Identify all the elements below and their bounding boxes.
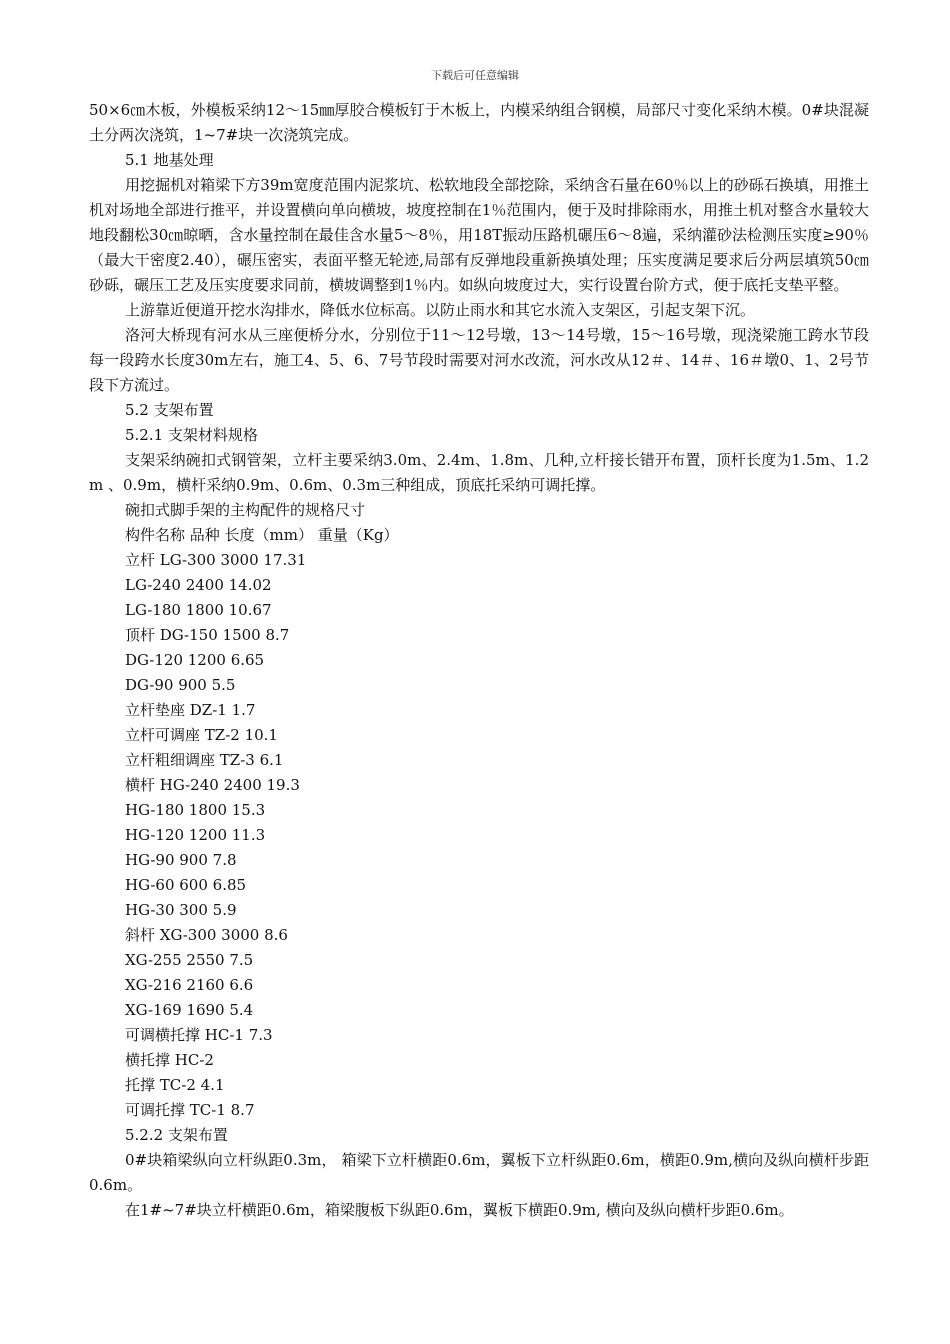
paragraph-block-0-layout: 0#块箱梁纵向立杆纵距0.3m， 箱梁下立杆横距0.6m，翼板下立杆纵距0.6m，横距0.9m,横向及纵向横杆步距0.6m。: [89, 1151, 869, 1194]
table-header: 构件名称 品种 长度（mm） 重量（Kg）: [125, 526, 399, 544]
section-heading-5-2: 5.2 支架布置: [125, 401, 214, 419]
table-row: 立杆粗细调座 TZ-3 6.1: [125, 751, 284, 769]
table-title: 碗扣式脚手架的主构配件的规格尺寸: [125, 501, 366, 519]
document-body: [89, 98, 869, 1223]
table-row: LG-180 1800 10.67: [125, 601, 272, 619]
table-row: DG-120 1200 6.65: [125, 651, 265, 669]
table-row: 横托撑 HC-2: [125, 1051, 214, 1069]
table-row: LG-240 2400 14.02: [125, 576, 272, 594]
section-heading-5-1: 5.1 地基处理: [125, 151, 214, 169]
table-row: 横杆 HG-240 2400 19.3: [125, 776, 300, 794]
table-row: HG-60 600 6.85: [125, 876, 247, 894]
table-row: 立杆垫座 DZ-1 1.7: [125, 701, 256, 719]
paragraph-block-1-7-layout: 在1#~7#块立杆横距0.6m，箱梁腹板下纵距0.6m，翼板下横距0.9m, 横向及纵向横杆步距0.6m。: [125, 1201, 794, 1219]
table-row: HG-90 900 7.8: [125, 851, 237, 869]
table-row: 斜杆 XG-300 3000 8.6: [125, 926, 288, 944]
paragraph-scaffold-materials: 支架采纳碗扣式钢管架，立杆主要采纳3.0m、2.4m、1.8m、几种,立杆接长错开布置，顶杆长度为1.5m、1.2 m 、0.9m，横杆采纳0.9m、0.6m、0.3m三种组成，顶底托采纳可调托撑。: [89, 451, 869, 494]
paragraph-river-diversion: 洛河大桥现有河水从三座便桥分水，分别位于11～12号墩，13～14号墩，15～16号墩，现浇梁施工跨水节段每一段跨水长度30m左右，施工4、5、6、7号节段时需要对河水改流，河水改从12＃、14＃、16＃墩0、1、2号节段下方流过。: [89, 326, 869, 394]
paragraph-foundation: 用挖掘机对箱梁下方39m宽度范围内泥浆坑、松软地段全部挖除，采纳含石量在60％以上的砂砾石换填，用推土机对场地全部进行推平，并设置横向单向横坡，坡度控制在1％范围内，便于及时排除雨水，用推土机对整含水量较大地段翻松30㎝晾晒，含水量控制在最佳含水量5～8％，用18T振动压路机碾压6～8遍，采纳灌砂法检测压实度≥90％（最大干密度2.40），碾压密实，表面平整无轮迹,局部有反弹地段重新换填处理；压实度满足要求后分两层填筑50㎝砂砾，碾压工艺及压实度要求同前，横坡调整到1％内。如纵向坡度过大，实行设置台阶方式，便于底托支垫平整。: [89, 176, 869, 294]
paragraph-drainage: 上游靠近便道开挖水沟排水，降低水位标高。以防止雨水和其它水流入支架区，引起支架下沉。: [125, 301, 756, 319]
table-row: DG-90 900 5.5: [125, 676, 236, 694]
section-heading-5-2-2: 5.2.2 支架布置: [125, 1126, 228, 1144]
table-row: 立杆 LG-300 3000 17.31: [125, 551, 307, 569]
table-row: 可调横托撑 HC-1 7.3: [125, 1026, 273, 1044]
table-row: HG-30 300 5.9: [125, 901, 237, 919]
table-row: XG-255 2550 7.5: [125, 951, 254, 969]
table-row: HG-180 1800 15.3: [125, 801, 266, 819]
table-row: XG-216 2160 6.6: [125, 976, 254, 994]
table-row: HG-120 1200 11.3: [125, 826, 266, 844]
spec-table: [89, 548, 869, 1123]
page-header: 下载后可任意编辑: [431, 69, 519, 82]
section-heading-5-2-1: 5.2.1 支架材料规格: [125, 426, 258, 444]
table-row: 顶杆 DG-150 1500 8.7: [125, 626, 290, 644]
table-row: 立杆可调座 TZ-2 10.1: [125, 726, 278, 744]
table-row: XG-169 1690 5.4: [125, 1001, 254, 1019]
table-row: 可调托撑 TC-1 8.7: [125, 1101, 255, 1119]
paragraph-formwork: 50×6㎝木板，外模板采纳12～15㎜厚胶合模板钉于木板上，内模采纳组合钢模，局部尺寸变化采纳木模。0#块混凝土分两次浇筑，1~7#块一次浇筑完成。: [89, 101, 869, 144]
table-row: 托撑 TC-2 4.1: [125, 1076, 225, 1094]
